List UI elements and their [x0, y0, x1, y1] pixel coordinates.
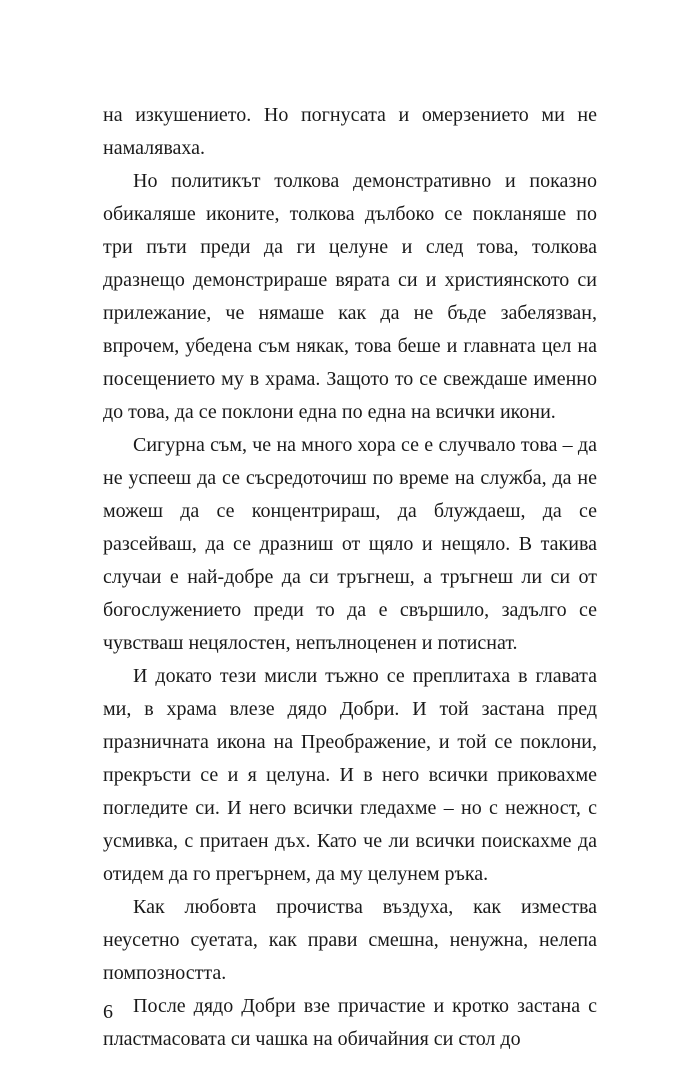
body-text [103, 99, 597, 1056]
paragraph-6: После дядо Добри взе причастие и кротко застана с пластмасовата си чашка на обичайния си стол до [103, 995, 597, 1050]
paragraph-3: Сигурна съм, че на много хора се е случвало това – да не успееш да се съсредоточиш по време на служба, да не можеш да се концентрираш, да блуждаеш, да се разсейваш, да се дразниш от щяло и нещяло. В такива случаи е най-добре да си тръгнеш, а тръгнеш ли си от богослужението преди то да е свършило, задълго се чувстваш нецялостен, непълноценен и потиснат. [103, 434, 597, 654]
page-number: 6 [103, 1001, 113, 1023]
paragraph-5: Как любовта прочиства въздуха, как измества неусетно суетата, как прави смешна, ненужна, нелепа помпозността. [103, 896, 597, 984]
paragraph-2: Но политикът толкова демонстративно и показно обикаляше иконите, толкова дълбоко се покланяше по три пъти преди да ги целуне и след това, толкова дразнещо демонстрираше вярата си и християнското си прилежание, че нямаше как да не бъде забелязван, впрочем, убедена съм някак, това беше и главната цел на посещението му в храма. Защото то се свеждаше именно до това, да се поклони една по една на всички икони. [103, 170, 597, 423]
paragraph-1: на изкушението. Но погнусата и омерзението ми не намаляваха. [103, 104, 597, 159]
paragraph-4: И докато тези мисли тъжно се преплитаха в главата ми, в храма влезе дядо Добри. И той застана пред празничната икона на Преображение, и той се поклони, прекръсти се и я целуна. И в него всички приковахме погледите си. И него всички гледахме – но с нежност, с усмивка, с притаен дъх. Като че ли всички поискахме да отидем да го прегърнем, да му целунем ръка. [103, 665, 597, 885]
